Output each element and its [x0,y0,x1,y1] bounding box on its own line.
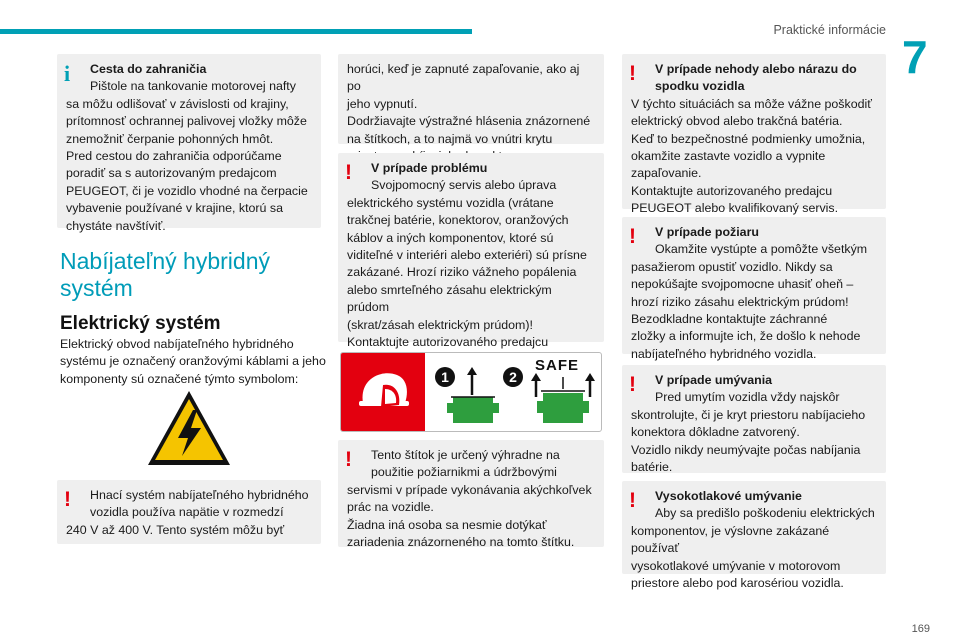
text-line: Bezodkladne kontaktujte záchranné [631,312,828,327]
heading-line: systém [60,275,133,301]
text-line: konektora dôkladne zatvorený. [631,425,800,440]
high-voltage-warning-icon [145,388,233,468]
text-line: Okamžite vystúpte a pomôžte všetkým [655,242,868,257]
text-line: okamžite zastavte vozidlo a vypnite [631,149,826,164]
section-title: Praktické informácie [773,23,886,37]
text-line: (skrat/zásah elektrickým prúdom)! [347,317,533,332]
subsection-heading: Elektrický systém [60,313,221,334]
text-line: priestore alebo pod karosériou vozidla. [631,576,844,591]
warning-icon: ! [64,488,71,511]
text-line: skontrolujte, či je kryt priestoru nabíjacieho [631,407,866,422]
warning-box-title: V prípade problému [371,161,488,175]
section-heading [60,248,270,302]
text-line: použitie požiarnikmi a údržbovými [371,465,557,480]
warning-box-fire [622,217,886,361]
text-line: servismi v prípade vykonávania akýchkoľvek [347,482,592,497]
text-line: systému je označený oranžovými káblami a jeho [60,354,326,369]
text-line: znemožniť čerpanie pohonných hmôt. [66,131,274,146]
text-line: PEUGEOT, či je vozidlo vhodné na čerpacie [66,183,308,198]
warning-box-title: spodku vozidla [655,79,745,94]
text-line: Pred umytím vozidla vždy najskôr [655,390,840,405]
text-line: vysokotlakové umývanie v motorovom [631,558,841,573]
warning-box-voltage [57,480,321,544]
text-line: Keď to bezpečnostné podmienky umožnia, [631,131,866,146]
text-line: hrozí riziko zásahu elektrickým prúdom! [631,294,849,309]
warning-box-title: V prípade umývania [655,373,773,387]
label-graphic [341,353,601,431]
text-line: prác na vozidle. [347,500,434,515]
continuation-box [338,54,604,144]
heading-line: Nabíjateľný hybridný [60,248,270,274]
text-line: zložky a informujte ich, že došlo k nehode [631,329,861,344]
text-line: vozidla používa napätie v rozmedzí [90,505,284,520]
connector-green-block [543,393,583,423]
text-line: jeho vypnutí. [347,96,418,111]
text-line: komponenty sú označené týmto symbolom: [60,371,299,386]
text-line: batérie. [631,460,673,475]
text-line: Hnací systém nabíjateľného hybridného [90,488,309,502]
text-line: elektrický obvod alebo trakčná batéria. [631,114,843,129]
text-line: Kontaktujte autorizovaného predajcu [631,183,833,198]
warning-icon: ! [629,225,636,248]
body-paragraph [60,336,330,388]
text-line: Tento štítok je určený výhradne na [371,448,560,462]
safe-text: SAFE [534,357,580,374]
connector-green-block [453,397,493,423]
step-one-number: 1 [441,369,449,385]
text-line: Elektrický obvod nabíjateľného hybridného [60,337,294,351]
text-line: Žiadna iná osoba sa nesmie dotýkať [347,517,547,532]
text-line: komponentov, je výslovne zakázané používať [631,523,830,556]
info-icon: i [64,61,71,86]
text-line: sa môžu odlišovať v závislosti od krajiny, [66,96,289,111]
warning-box-accident [622,54,886,216]
text-line: Dodržiavajte výstražné hlásenia znázornené [347,114,591,129]
text-line: PEUGEOT alebo kvalifikovaný servis. [631,201,839,216]
page-number: 169 [911,623,930,635]
chapter-number: 7 [902,31,928,83]
text-line: zakázané. Hrozí riziko vážneho popálenia [347,265,577,280]
warning-box-problem [338,153,604,350]
text-line: chystáte navštíviť. [66,218,166,233]
warning-box-title: V prípade nehody alebo nárazu do [655,62,857,76]
warning-box-title: Vysokotlakové umývanie [655,489,802,503]
text-line: Svojpomocný servis alebo úprava [371,178,557,193]
warning-icon: ! [629,373,636,396]
step-two-number: 2 [509,369,517,385]
text-line: trakčnej batérie, konektorov, oranžových [347,213,569,228]
text-line: zapaľovanie. [631,166,702,181]
header-accent-bar [0,29,472,34]
text-line: zariadenia znázorneného na tomto štítku. [347,535,575,550]
text-line: prítomnosť ochrannej palivovej vložky môže [66,114,307,129]
text-line: vybavenie používané v krajine, ktorú sa [66,201,283,216]
warning-box-label [338,440,604,550]
warning-icon: ! [345,448,352,471]
text-line: poradiť sa s autorizovaným predajcom [66,166,277,181]
text-line: viditeľné v interiéri alebo exteriéri) sú prísne [347,248,587,263]
text-line: horúci, keď je zapnuté zapaľovanie, ako aj po [347,62,580,94]
warning-box-washing [622,365,886,473]
warning-box-pressure-washing [622,481,886,591]
text-line: nepokúšajte svojpomocne uhasiť oheň – [631,277,854,292]
text-line: Aby sa predišlo poškodeniu elektrických [655,506,875,521]
text-line: elektrického systému vozidla (vrátane [347,195,554,210]
info-box-abroad [57,54,321,233]
text-line: V týchto situáciách sa môže vážne poškodiť [631,96,872,111]
warning-icon: ! [345,161,352,184]
firefighter-safety-label [340,352,602,432]
text-line: Vozidlo nikdy neumývajte počas nabíjania [631,442,861,457]
text-line: Pred cestou do zahraničia odporúčame [66,149,282,164]
warning-icon: ! [629,489,636,512]
text-line: alebo smrteľného zásahu elektrickým prúdom [347,282,552,315]
info-box-title: Cesta do zahraničia [90,62,207,76]
text-line: nabíjateľného hybridného vozidla. [631,346,817,361]
text-line: pasažierom opustiť vozidlo. Nikdy sa [631,259,833,274]
text-line: káblov a iných komponentov, ktoré sú [347,230,554,245]
text-line: na štítkoch, a to najmä vo vnútri krytu [347,131,553,146]
warning-icon: ! [629,62,636,85]
warning-box-title: V prípade požiaru [655,225,759,239]
text-line: 240 V až 400 V. Tento systém môžu byť [66,522,285,537]
text-line: Pištole na tankovanie motorovej nafty [90,79,296,94]
arrow-head [467,367,477,375]
text-line: Kontaktujte autorizovaného predajcu [347,335,549,350]
